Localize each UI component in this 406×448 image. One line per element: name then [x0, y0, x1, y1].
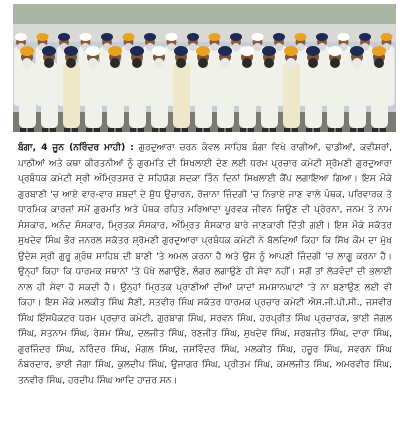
article-text [18, 141, 392, 389]
group-photo [13, 4, 396, 132]
article-body: ਗੁਰਦੁਆਰਾ ਚਰਨ ਕੰਵਲ ਸਾਹਿਬ ਬੰਗਾ ਵਿਖੇ ਰਾਗੀਆਂ, ਢਾਡੀਆਂ, ਕਵੀਸ਼ਰਾਂ, ਪਾਠੀਆਂ ਅਤੇ ਕਥਾ ਕੀਰਤਨੀਆਂ ਨੂੰ ਗੁਰਮਤਿ ਦੀ ਸਿਖਲਾਈ ਦੇਣ ਲਈ ਧਰਮ ਪ੍ਰਚਾਰ ਕਮੇਟੀ ਸ਼੍ਰੋਮਣੀ ਗੁਰਦੁਆਰਾ ਪ੍ਰਬੰਧਕ ਕਮੇਟੀ ਸ੍ਰੀ ਅੰਮ੍ਰਿਤਸਰ ਦੇ ਸਹਿਯੋਗ ਸਦਕਾ ਤਿੰਨ ਦਿਨਾਂ ਸਿਖਲਾਈ ਕੈਂਪ ਲਗਾਇਆ ਗਿਆ। ਇਸ ਮੌਕੇ ਗੁਰਬਾਣੀ 'ਚ ਆਏ ਵਾਰ-ਵਾਰ ਸ਼ਬਦਾਂ ਦੇ ਸ਼ੁੱਧ ਉਚਾਰਨ, ਰੋਜ਼ਾਨਾ ਜ਼ਿੰਦਗੀ 'ਚ ਨਿਭਾਏ ਜਾਣ ਵਾਲੇ ਪੰਥਕ, ਪਰਿਵਾਰਕ ਤੇ ਧਾਰਮਿਕ ਕਾਰਜਾਂ ਸਮੇਂ ਗੁਰਮਤਿ ਅਤੇ ਪੰਥਕ ਰਹਿਤ ਮਰਿਆਦਾ ਪੂਰਵਕ ਜੀਵਨ ਜਿਊਣ ਦੀ ਪ੍ਰੇਰਨਾ, ਜਨਮ ਤੇ ਨਾਮ ਸੰਸਕਾਰ, ਅਨੰਦ ਸੰਸਕਾਰ, ਮ੍ਰਿਤਕ ਸੰਸਕਾਰ, ਅੰਮ੍ਰਿਤ ਸੰਸਕਾਰ ਬਾਰੇ ਜਾਣਕਾਰੀ ਦਿੱਤੀ ਗਈ। ਇਸ ਮੌਕੇ ਸਕੱਤਰ ਸੁਖਦੇਵ ਸਿੰਘ ਭੌਰ ਜਨਰਲ ਸਕੱਤਰ ਸ਼੍ਰੋਮਣੀ ਗੁਰਦੁਆਰਾ ਪ੍ਰਬੰਧਕ ਕਮੇਟੀ ਨੇ ਬੋਲਦਿਆਂ ਕਿਹਾ ਕਿ ਸਿੱਖ ਕੌਮ ਦਾ ਮੁੱਖ ਉਦੇਸ਼ ਸ੍ਰੀ ਗੁਰੂ ਗ੍ਰੰਥ ਸਾਹਿਬ ਦੀ ਬਾਣੀ 'ਤੇ ਅਮਲ ਕਰਨਾ ਹੈ ਅਤੇ ਉਸ ਨੂੰ ਆਪਣੀ ਜ਼ਿੰਦਗੀ 'ਚ ਲਾਗੂ ਕਰਨਾ ਹੈ। ਉਨ੍ਹਾਂ ਕਿਹਾ ਕਿ ਧਾਰਮਕ ਸਥਾਨਾਂ 'ਤੇ ਪੱਖੇ ਲਗਾਉਣੇ, ਲੰਗਰ ਲਗਾਉਣੇ ਹੀ ਸੇਵਾ ਨਹੀਂ। ਸਗੋਂ ਤਾਂ ਲੋੜਵੰਦਾਂ ਦੀ ਭਲਾਈ ਨਾਲ ਹੀ ਸੇਵਾ ਹੋ ਸਕਦੀ ਹੈ। ਉਨ੍ਹਾਂ ਮ੍ਰਿਤਕ ਪ੍ਰਾਣੀਆਂ ਦੀਆਂ ਯਾਦਾਂ ਸਮਸ਼ਾਨਘਾਟਾਂ 'ਤੇ ਨਾ ਬਣਾਉਣ ਲਈ ਵੀ ਕਿਹਾ। ਇਸ ਮੌਕੇ ਮਲਕੀਤ ਸਿੰਘ ਸੈਣੀ, ਸਤਵੀਰ ਸਿੰਘ ਸਕੱਤਰ ਧਾਰਮਕ ਪ੍ਰਚਾਰ ਕਮੇਟੀ ਐਸ.ਜੀ.ਪੀ.ਸੀ., ਜਸਵੀਰ ਸਿੰਘ ਇੰਸਪੈਕਟਰ ਧਰਮ ਪ੍ਰਚਾਰ ਕਮੇਟੀ, ਗੁਰਬਾਗ ਸਿੰਘ, ਸਰਵਨ ਸਿੰਘ, ਹਰਪ੍ਰੀਤ ਸਿੰਘ ਪ੍ਰਚਾਰਕ, ਭਾਈ ਜੋਗਲ ਸਿੰਘ, ਸਤਨਾਮ ਸਿੰਘ, ਰੇਸ਼ਮ ਸਿੰਘ, ਦਲਜੀਤ ਸਿੰਘ, ਰਣਜੀਤ ਸਿੰਘ, ਸੁਖਦੇਵ ਸਿੰਘ, ਸਰਬਜੀਤ ਸਿੰਘ, ਦਾਰਾ ਸਿੰਘ, ਗੁਰਜਿੰਦਰ ਸਿੰਘ, ਨਰਿੰਦਰ ਸਿੰਘ, ਮੰਗਲ ਸਿੰਘ, ਜਸਵਿੰਦਰ ਸਿੰਘ, ਮਲਕੀਤ ਸਿੰਘ, ਹਜ਼ੂਰ ਸਿੰਘ, ਸਵਰਨ ਸਿੰਘ ਨੰਬਰਦਾਰ, ਭਾਈ ਜੋਗਾ ਸਿੰਘ, ਕੁਲਦੀਪ ਸਿੰਘ, ਉਜਾਗਰ ਸਿੰਘ, ਪ੍ਰੀਤਮ ਸਿੰਘ, ਕਮਲਜੀਤ ਸਿੰਘ, ਅਮਰਵੀਰ ਸਿੰਘ, ਤਨਵੀਰ ਸਿੰਘ, ਹਰਦੀਪ ਸਿੰਘ ਆਦਿ ਹਾਜ਼ਰ ਸਨ। [18, 143, 392, 386]
article-dateline: ਬੰਗਾ, 4 ਜੂਨ (ਨਰਿੰਦਰ ਮਾਹੀ) : [18, 143, 134, 153]
news-article [18, 141, 392, 445]
group-of-people [14, 33, 395, 132]
